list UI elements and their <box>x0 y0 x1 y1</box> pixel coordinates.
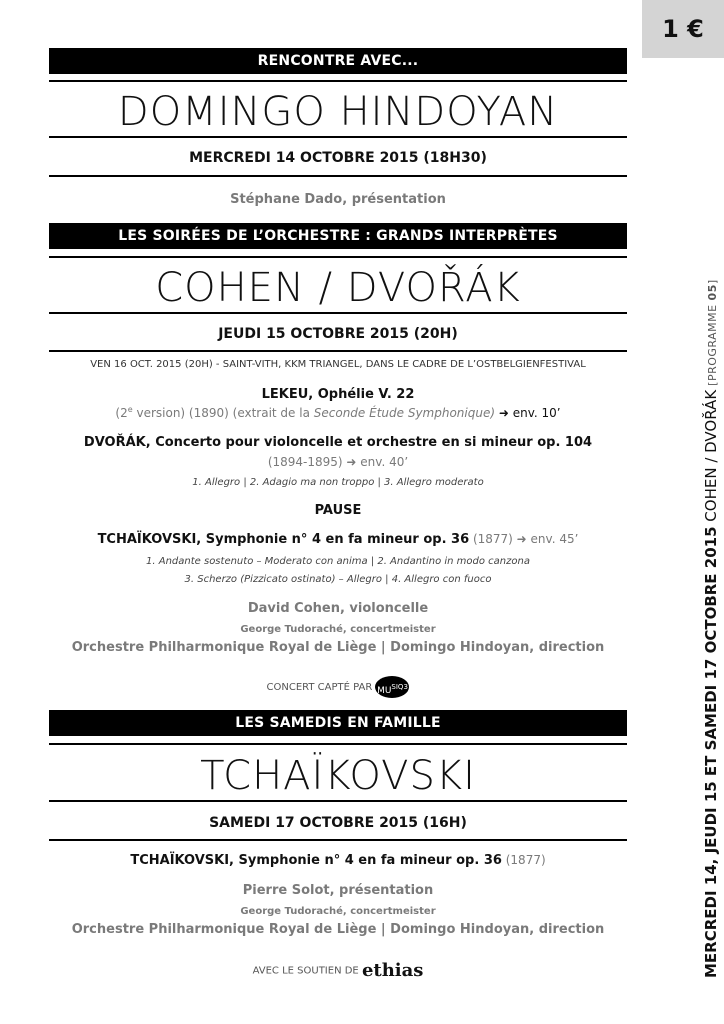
concertmaster: George Tudoraché, concertmeister <box>240 624 436 635</box>
section-band-famille: LES SAMEDIS EN FAMILLE <box>49 710 627 736</box>
concertmaster: George Tudoraché, concertmeister <box>240 906 436 917</box>
work-title: DVOŘÁK, Concerto pour violoncelle et orchestre en si mineur op. 104 <box>83 435 593 450</box>
divider <box>49 839 627 841</box>
movements: 3. Scherzo (Pizzicato ostinato) – Allegro | 4. Allegro con fuoco <box>184 574 492 585</box>
work-title: TCHAÏKOVSKI, Symphonie n° 4 en fa mineur op. 36 (1877) ➜ env. 45’ <box>97 532 579 547</box>
section-band-soirees: LES SOIRÉES DE L’ORCHESTRE : GRANDS INTERPRÈTES <box>49 223 627 249</box>
divider <box>49 136 627 138</box>
orchestra: Orchestre Philharmonique Royal de Liège | Domingo Hindoyan, direction <box>71 922 605 937</box>
divider <box>49 743 627 745</box>
price-badge: 1 € <box>642 0 724 58</box>
event-date: JEUDI 15 OCTOBRE 2015 (20H) <box>218 326 458 342</box>
divider <box>49 80 627 82</box>
concert-title: COHEN / DVOŘÁK <box>155 265 521 311</box>
work-details: (2e version) (1890) (extrait de la Seconde Étude Symphonique) ➜ env. 10’ <box>115 405 561 420</box>
ethias-logo: ethias <box>361 960 424 981</box>
section-band-rencontre: RENCONTRE AVEC... <box>49 48 627 74</box>
pause-label: PAUSE <box>314 503 362 518</box>
movements: 1. Andante sostenuto – Moderato con anima | 2. Andantino in modo canzona <box>146 556 530 567</box>
work-title: LEKEU, Ophélie V. 22 <box>261 387 415 402</box>
work-title: TCHAÏKOVSKI, Symphonie n° 4 en fa mineur op. 36 (1877) <box>130 853 546 868</box>
side-title: MERCREDI 14, JEUDI 15 ET SAMEDI 17 OCTOBRE 2015 COHEN / DVOŘÁK [PROGRAMME 05] <box>702 279 720 978</box>
divider <box>49 175 627 177</box>
divider <box>49 256 627 258</box>
event-date: SAMEDI 17 OCTOBRE 2015 (16H) <box>209 815 467 831</box>
presenter: Pierre Solot, présentation <box>242 883 434 898</box>
orchestra: Orchestre Philharmonique Royal de Liège | Domingo Hindoyan, direction <box>71 640 605 655</box>
alt-venue: VEN 16 OCT. 2015 (20H) - SAINT-VITH, KKM TRIANGEL, DANS LE CADRE DE L’OSTBELGIENFESTIVAL <box>90 359 586 370</box>
presenter: Stéphane Dado, présentation <box>230 192 446 207</box>
soloist: David Cohen, violoncelle <box>247 601 429 616</box>
work-details: (1894-1895) ➜ env. 40’ <box>267 455 409 469</box>
divider <box>49 350 627 352</box>
event-date: MERCREDI 14 OCTOBRE 2015 (18H30) <box>189 150 487 166</box>
sponsor-credit: AVEC LE SOUTIEN DE ethias <box>252 960 424 981</box>
headliner-title: DOMINGO HINDOYAN <box>117 89 559 135</box>
divider <box>49 800 627 802</box>
broadcast-credit: CONCERT CAPTÉ PAR $MU^{SIQ3}$ <box>49 676 627 698</box>
family-title: TCHAÏKOVSKI <box>200 753 476 799</box>
divider <box>49 312 627 314</box>
musiq3-logo: $MU^{SIQ3}$ <box>375 676 409 698</box>
movements: 1. Allegro | 2. Adagio ma non troppo | 3. Allegro moderato <box>192 477 484 488</box>
